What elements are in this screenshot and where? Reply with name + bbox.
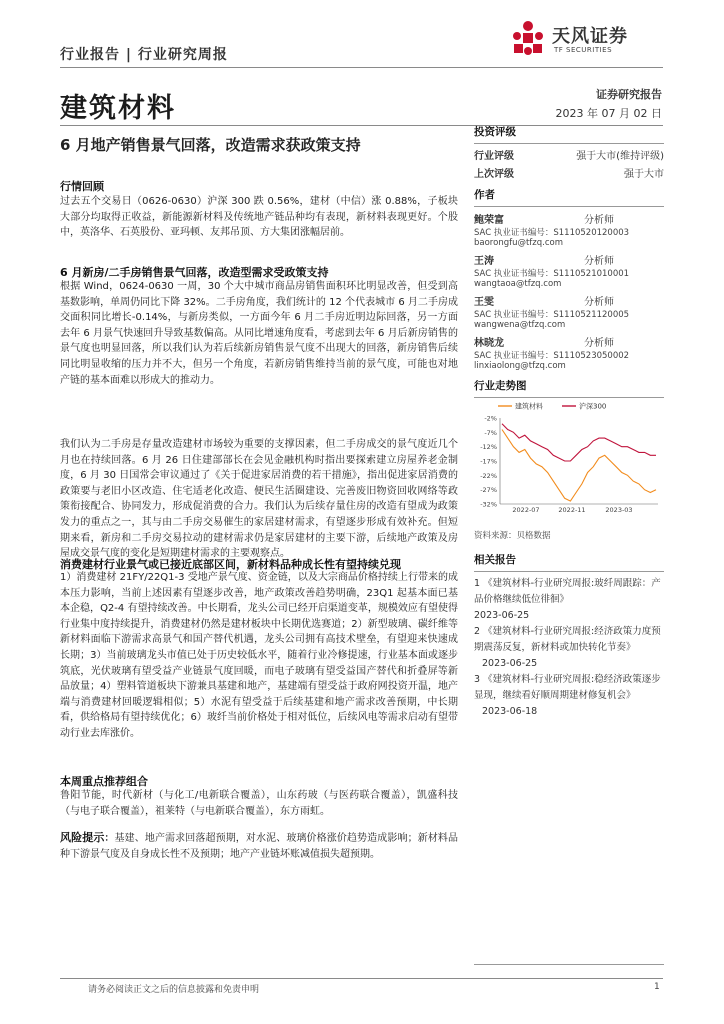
sidebar-bottom-divider (474, 964, 664, 965)
x-tick-label: 2023-03 (605, 506, 633, 514)
related-report-date: 2023-06-25 (482, 658, 538, 669)
author-card (474, 293, 664, 334)
series-line-building-materials (502, 430, 656, 502)
rating-row-previous (474, 165, 664, 180)
rating-panel (474, 124, 664, 180)
author-name: 王涛 (474, 256, 494, 267)
author-role: 分析师 (584, 297, 614, 308)
related-report-title[interactable]: 1 《建筑材料-行业研究周报:玻纤周跟踪：产品价格继续低位徘徊》 (474, 578, 661, 605)
legend-label: 沪深300 (579, 402, 607, 411)
y-tick-label: -22% (480, 471, 497, 480)
report-category: 证券研究报告 (596, 88, 662, 101)
series-line-csi300 (502, 424, 656, 461)
trend-title: 行业走势图 (474, 380, 527, 392)
section-text-housing: 根据 Wind，0624-0630 一周，30 个大中城市商品房销售面积环比明显改善，但受到高基数影响，单周仍同比下降 32%。二手房角度，我们统计的 12 个代表城市 6 月二手房成交面积同比增长-0.14%，与新房类似，一方面今年 6 月二手房近明边际回落，另一方面去年 6 月景气快速回升导致基数偏高。从同比增速角度看，考虑到去年 6 月后新房销售的景气度也明显回落，所以我们认为若后续新房销售景气度不出现大的回落，新房销售后续同比明显收缩的压力并不大，但另一个角度，若新房销售维持当前的景气度，可能也对地产链的基本面难以形成大的推动力。 (60, 281, 458, 386)
author-role: 分析师 (584, 338, 614, 349)
brand-subtitle: TF SECURITIES (554, 46, 613, 54)
y-tick-label: -2% (484, 414, 497, 423)
section-text-portfolio: 鲁阳节能，时代新材（与化工/电新联合覆盖），山东药玻（与医药联合覆盖），凯盛科技（与电子联合覆盖），祖莱特（与电新联合覆盖），东方雨虹。 (60, 790, 458, 817)
industry-trend-chart (474, 398, 664, 524)
y-tick-label: -27% (480, 486, 497, 495)
section-text-market: 过去五个交易日（0626-0630）沪深 300 跌 0.56%，建材（中信）涨 0.88%，子板块大部分均取得正收益，新能源新材料及传统地产链品种均有表现，新材料表现更好。个股中，英洛华、石英股份、亚玛顿、友邦吊顶、方大集团涨幅居前。 (60, 196, 458, 239)
authors-divider (474, 206, 664, 207)
footer-divider (60, 978, 663, 979)
author-name: 林晓龙 (474, 338, 504, 349)
author-role: 分析师 (584, 215, 614, 226)
sector-title: 建筑材料 (60, 93, 176, 124)
section-text-outlook: 1）消费建材 21FY/22Q1-3 受地产景气度、资金链，以及大宗商品价格持续上行带来的成本压力影响，当前上述因素有望逐步改善，地产政策改善趋势明确，23Q1 起基本面已基本企稳，Q2-4 有望持续改善。中长期看，龙头公司已经开启渠道变革，规模效应有望使得行业集中度持续提升，消费建材仍然是建材板块中长期优选赛道；2）新型玻璃、碳纤维等新材料面临下游需求高景气和国产替代机遇，龙头公司拥有高技术壁垒，有望迎来快速成长期；3）当前玻璃龙头市值已处于历史较低水平，随着行业冷修提速，行业基本面或逐步筑底，光伏玻璃有望受益产业链景气度回暖，而电子玻璃有望受益国产替代和折叠屏等新品放量；4）塑料管道板块下游兼具基建和地产，基建端有望受益于政府网投资开温，地产端与消费建材回暖逻辑相似；5）水泥有望受益于后续基建和地产需求改善预期，中长期看，供给格局有望持续优化；6）玻纤当前价格处于相对低位，后续风电等需求启动有望带动行业去库涨价。 (60, 572, 458, 739)
related-report[interactable] (474, 624, 664, 672)
author-cert: SAC 执业证书编号：S1110520120003 (474, 228, 630, 238)
x-tick-label: 2022-07 (512, 506, 540, 514)
report-title: 6 月地产销售景气回落，改造需求获政策支持 (60, 136, 361, 154)
related-report-title[interactable]: 2 《建筑材料-行业研究周报:经济政策力度预期震荡反复，新材料或加快转化节奏》 (474, 626, 661, 653)
author-role: 分析师 (584, 256, 614, 267)
rating-title: 投资评级 (474, 126, 516, 138)
author-name: 鲍荣富 (474, 215, 504, 226)
authors-panel (474, 187, 664, 375)
author-card (474, 211, 664, 252)
report-date: 2023 年 07 月 02 日 (555, 107, 662, 120)
legend-label: 建筑材料 (515, 402, 543, 411)
brand-mark-icon (508, 18, 548, 58)
related-title: 相关报告 (474, 554, 516, 566)
related-report[interactable] (474, 576, 664, 624)
section-heading-housing: 6 月新房/二手房销售景气回落，改造型需求受政策支持 (60, 266, 329, 279)
chart-source: 资料来源：贝格数据 (474, 531, 551, 541)
risk-block: 风险提示：基建、地产需求回落超预期，对水泥、玻璃价格涨价趋势造成影响；新材料品种下游景气度及自身成长性不及预期；地产产业链坏账减值损失超预期。 (60, 831, 459, 860)
section-heading-outlook: 消费建材行业景气或已接近底部区间，新材料品种成长性有望持续兑现 (60, 558, 401, 571)
brand-name: 天风证券 (552, 26, 628, 47)
author-cert: SAC 执业证书编号：S1110521010001 (474, 269, 630, 279)
section-heading-portfolio: 本周重点推荐组合 (60, 775, 148, 788)
brand-logo (508, 18, 668, 62)
rating-row-industry (474, 147, 664, 162)
authors-title: 作者 (474, 189, 495, 201)
rating-divider (474, 143, 664, 144)
report-type: 行业报告 | 行业研究周报 (60, 47, 228, 63)
rating-label: 行业评级 (474, 151, 514, 162)
related-report[interactable] (474, 672, 664, 720)
author-card (474, 252, 664, 293)
y-tick-label: -12% (480, 443, 497, 452)
related-report-title[interactable]: 3 《建筑材料-行业研究周报:稳经济政策逐步显现，继续看好顺周期建材修复机会》 (474, 674, 661, 701)
rating-label: 上次评级 (474, 169, 514, 180)
author-cert: SAC 执业证书编号：S1110521120005 (474, 310, 630, 320)
author-email[interactable]: wangtaoa@tfzq.com (474, 279, 562, 289)
trend-panel (474, 378, 664, 398)
y-tick-label: -32% (480, 500, 497, 509)
author-card (474, 334, 664, 375)
footer-disclaimer[interactable]: 请务必阅读正文之后的信息披露和免责申明 (88, 985, 260, 995)
section-text-risk: 基建、地产需求回落超预期，对水泥、玻璃价格涨价趋势造成影响；新材料品种下游景气度及自身成长性不及预期；地产产业链坏账减值损失超预期。 (60, 833, 459, 860)
section-heading-risk: 风险提示 (60, 831, 105, 844)
y-tick-label: -17% (480, 457, 497, 466)
related-report-date: 2023-06-18 (482, 706, 538, 717)
rating-value: 强于大市 (624, 169, 664, 180)
section-heading-market: 行情回顾 (60, 180, 104, 193)
related-report-date: 2023-06-25 (474, 610, 530, 621)
rating-value: 强于大市(维持评级) (576, 151, 664, 162)
related-panel (474, 552, 664, 720)
section-text-renovation: 我们认为二手房是存量改造建材市场较为重要的支撑因素，但二手房成交的景气度近几个月也在持续回落。6 月 26 日住建部部长在会见金融机构时指出要探索建立房屋养老金制度，6 月 30 日国常会审议通过了《关于促进家居消费的若干措施》，指出促进家居消费的政策要与老旧小区改造、住宅适老化改造、便民生活圈建设、完善废旧物资回收网络等政策衔接配合、协同发力，形成促消费的合力。我们认为后续存量住房的改造有望成为政策发力的重点之一，其与由二手房交易催生的家居建材需求，有望逐步形成有效补充。但短期来看，新房和二手房交易拉动的建材需求仍是家居建材的主要下游，后续地产政策及房屋成交景气度的变化是短期建材需求的主要观察点。 (60, 439, 458, 560)
y-tick-label: -7% (484, 428, 497, 437)
author-cert: SAC 执业证书编号：S1110523050002 (474, 351, 630, 361)
author-email[interactable]: baorongfu@tfzq.com (474, 238, 564, 248)
author-name: 王雯 (474, 297, 494, 308)
header-divider (60, 67, 663, 68)
author-email[interactable]: linxiaolong@tfzq.com (474, 361, 566, 371)
related-divider (474, 571, 664, 572)
page-number: 1 (654, 982, 660, 992)
author-email[interactable]: wangwena@tfzq.com (474, 320, 566, 330)
x-tick-label: 2022-11 (558, 506, 586, 514)
